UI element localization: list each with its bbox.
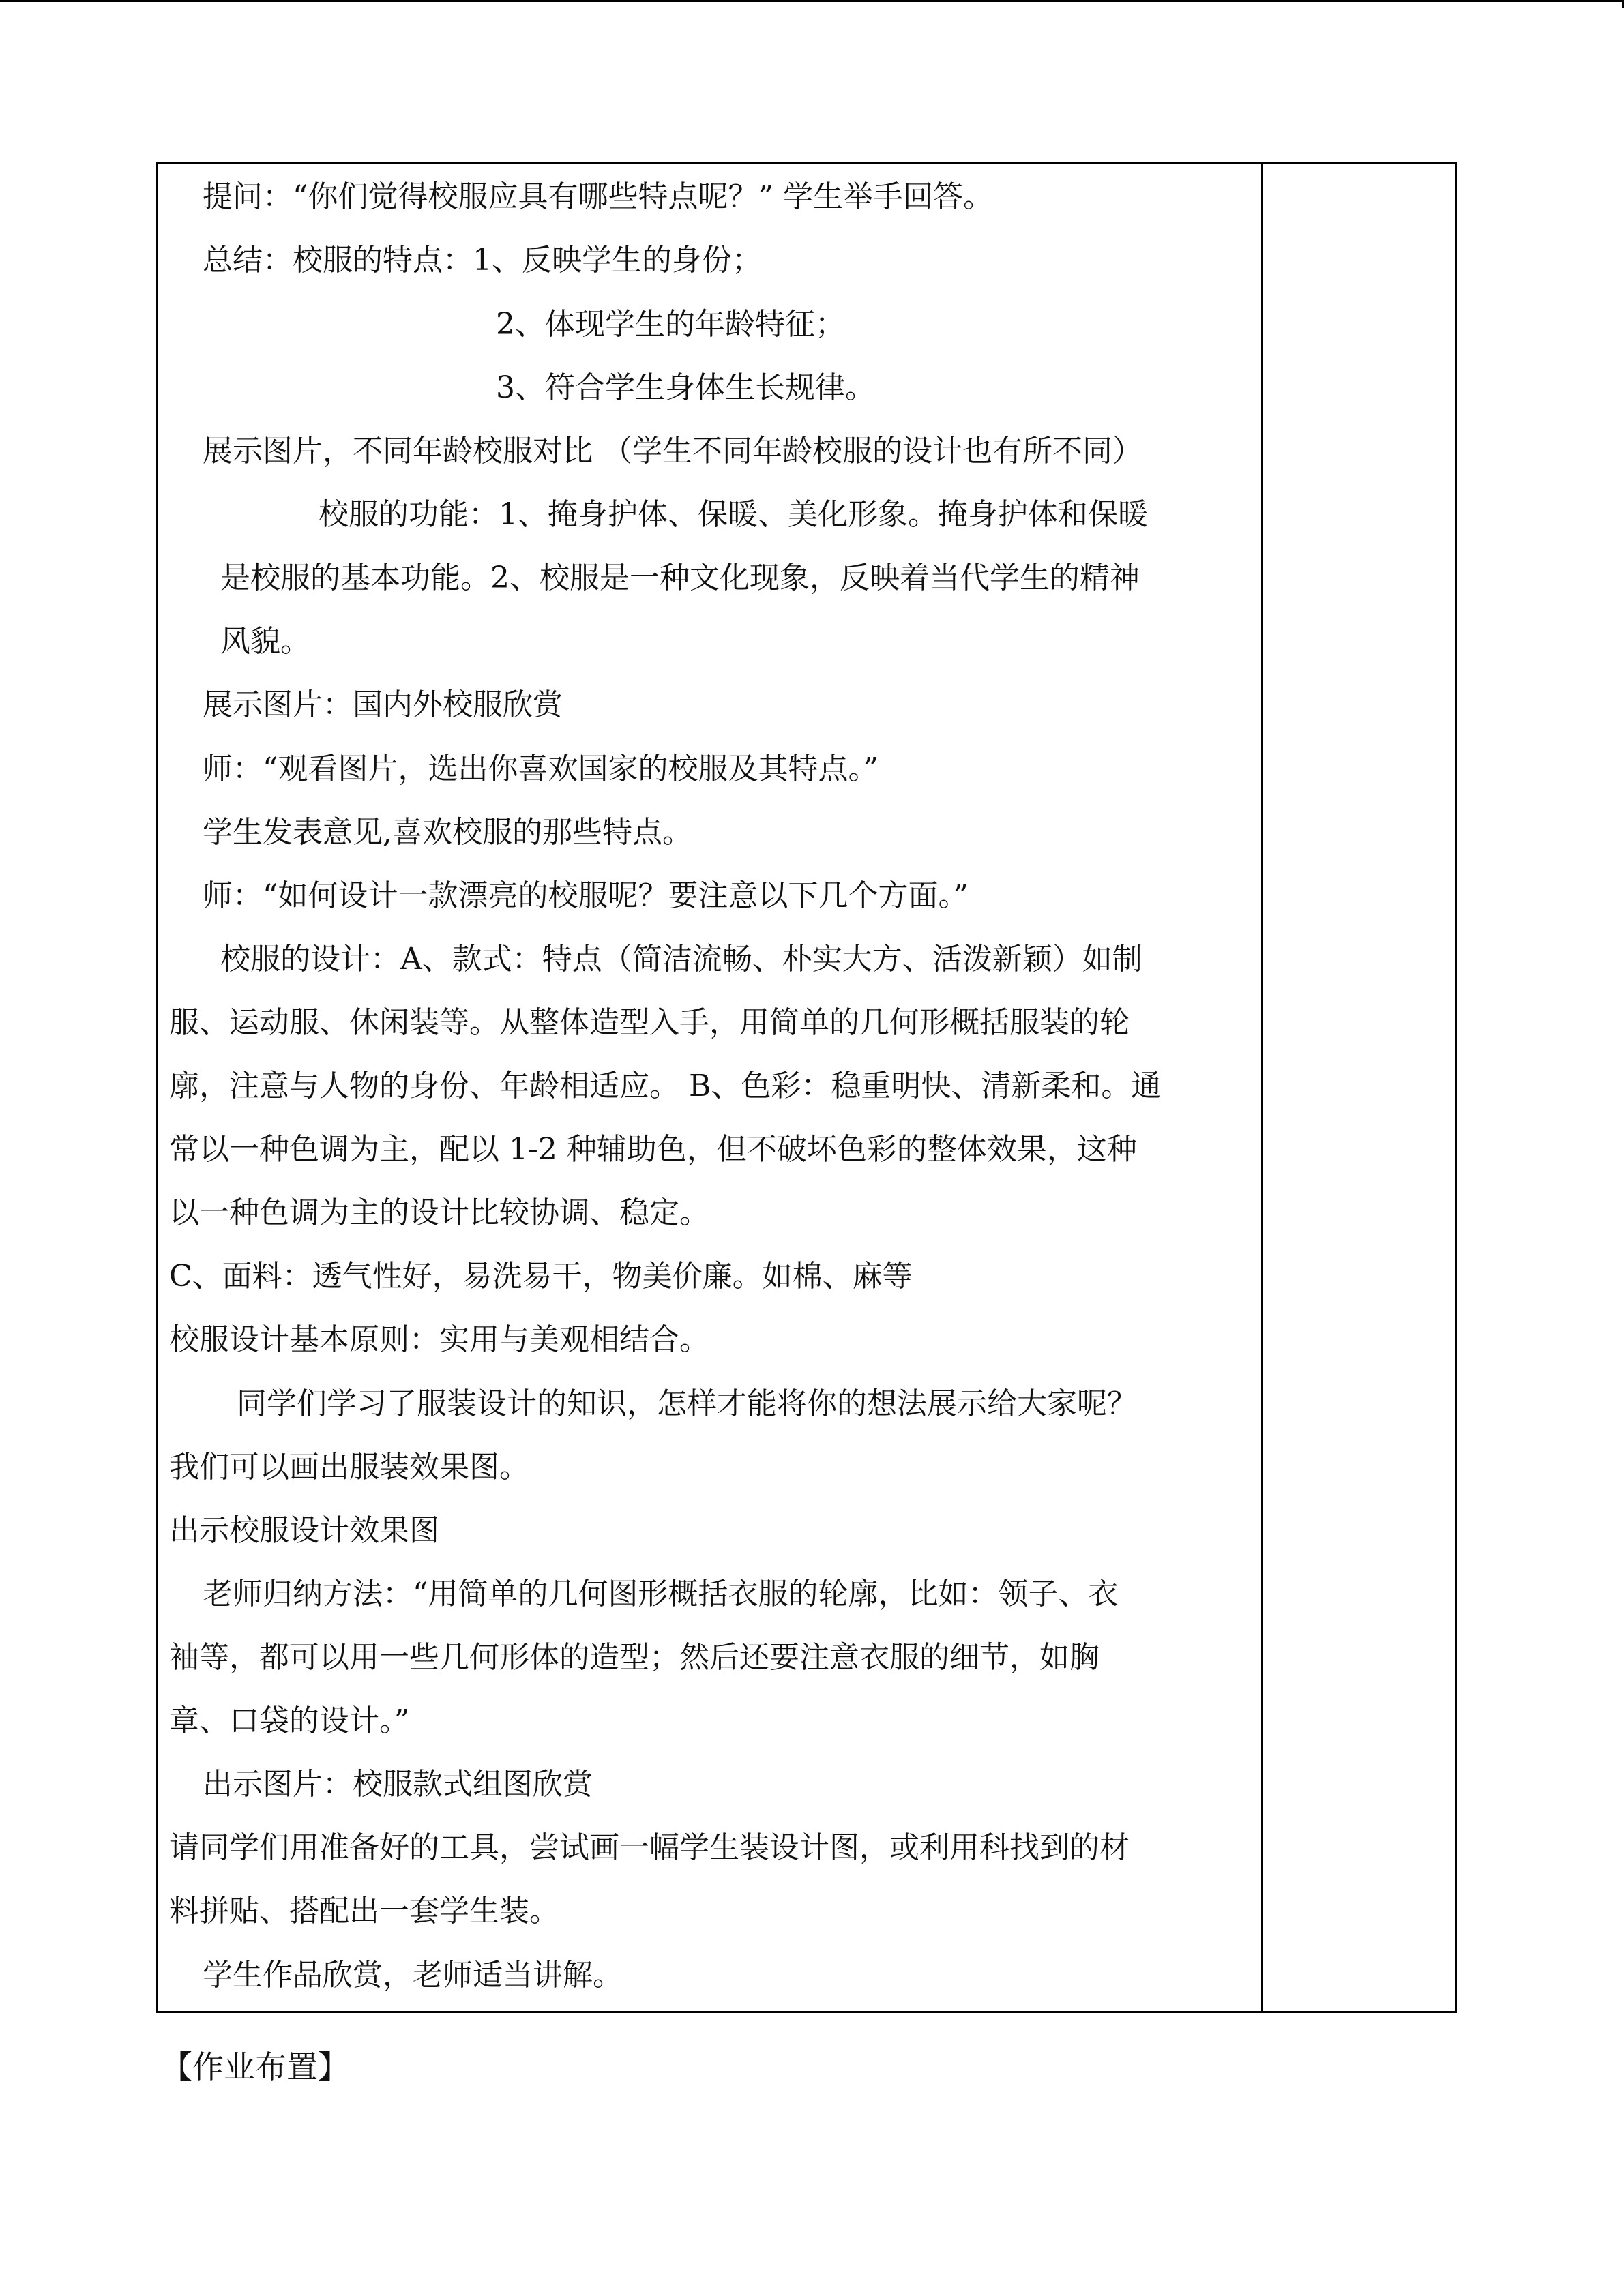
lesson-content-cell	[158, 164, 1261, 2011]
text-line: 校服设计基本原则：实用与美观相结合。	[169, 1322, 709, 1357]
homework-heading: 【作业布置】	[161, 2048, 349, 2085]
notes-cell	[1263, 164, 1455, 2011]
text-line: 常以一种色调为主，配以 1-2 种辅助色，但不破坏色彩的整体效果，这种	[169, 1132, 1137, 1167]
text-line: 是校服的基本功能。2、校服是一种文化现象，反映着当代学生的精神	[220, 561, 1140, 595]
lesson-table	[156, 162, 1457, 2013]
text-line: 料拼贴、搭配出一套学生装。	[169, 1894, 559, 1928]
text-line: 师：“观看图片，选出你喜欢国家的校服及其特点。”	[203, 751, 879, 786]
text-line: 3、符合学生身体生长规律。	[496, 370, 875, 405]
text-line: 展示图片，不同年龄校服对比 （学生不同年龄校服的设计也有所不同）	[203, 434, 1142, 468]
text-line: 总结：校服的特点：1、反映学生的身份；	[203, 243, 762, 278]
text-line: C、面料：透气性好，易洗易干，物美价廉。如棉、麻等	[169, 1259, 913, 1294]
text-line: 2、体现学生的年龄特征；	[496, 307, 845, 342]
text-line: 以一种色调为主的设计比较协调、稳定。	[169, 1195, 709, 1230]
text-line: 袖等，都可以用一些几何形体的造型；然后还要注意衣服的细节，如胸	[169, 1640, 1099, 1675]
text-line: 学生作品欣赏，老师适当讲解。	[203, 1958, 623, 1993]
text-line: 风貌。	[220, 624, 310, 659]
text-line: 提问：“你们觉得校服应具有哪些特点呢？” 学生举手回答。	[203, 179, 993, 214]
text-line: 请同学们用准备好的工具，尝试画一幅学生装设计图，或利用科找到的材	[169, 1830, 1130, 1865]
text-line: 老师归纳方法：“用简单的几何图形概括衣服的轮廓，比如：领子、衣	[203, 1577, 1119, 1611]
text-line: 廓，注意与人物的身份、年龄相适应。 B、色彩：稳重明快、清新柔和。通	[169, 1069, 1162, 1103]
text-line: 章、口袋的设计。”	[169, 1703, 410, 1738]
text-line: 服、运动服、休闲装等。从整体造型入手，用简单的几何形概括服装的轮	[169, 1005, 1130, 1040]
text-line: 学生发表意见,喜欢校服的那些特点。	[203, 815, 692, 850]
text-line: 展示图片：国内外校服欣赏	[203, 687, 563, 722]
text-line: 同学们学习了服装设计的知识，怎样才能将你的想法展示给大家呢？	[237, 1386, 1137, 1421]
text-line: 我们可以画出服装效果图。	[169, 1450, 529, 1485]
text-line: 校服的设计：A、款式：特点（简洁流畅、朴实大方、活泼新颖）如制	[220, 942, 1142, 976]
text-line: 师：“如何设计一款漂亮的校服呢？要注意以下几个方面。”	[203, 878, 969, 913]
text-line: 出示校服设计效果图	[169, 1513, 439, 1548]
text-line: 出示图片：校服款式组图欣赏	[203, 1767, 593, 1802]
text-line: 校服的功能：1、掩身护体、保暖、美化形象。掩身护体和保暖	[319, 497, 1148, 532]
page-top-rule	[0, 0, 1624, 2]
